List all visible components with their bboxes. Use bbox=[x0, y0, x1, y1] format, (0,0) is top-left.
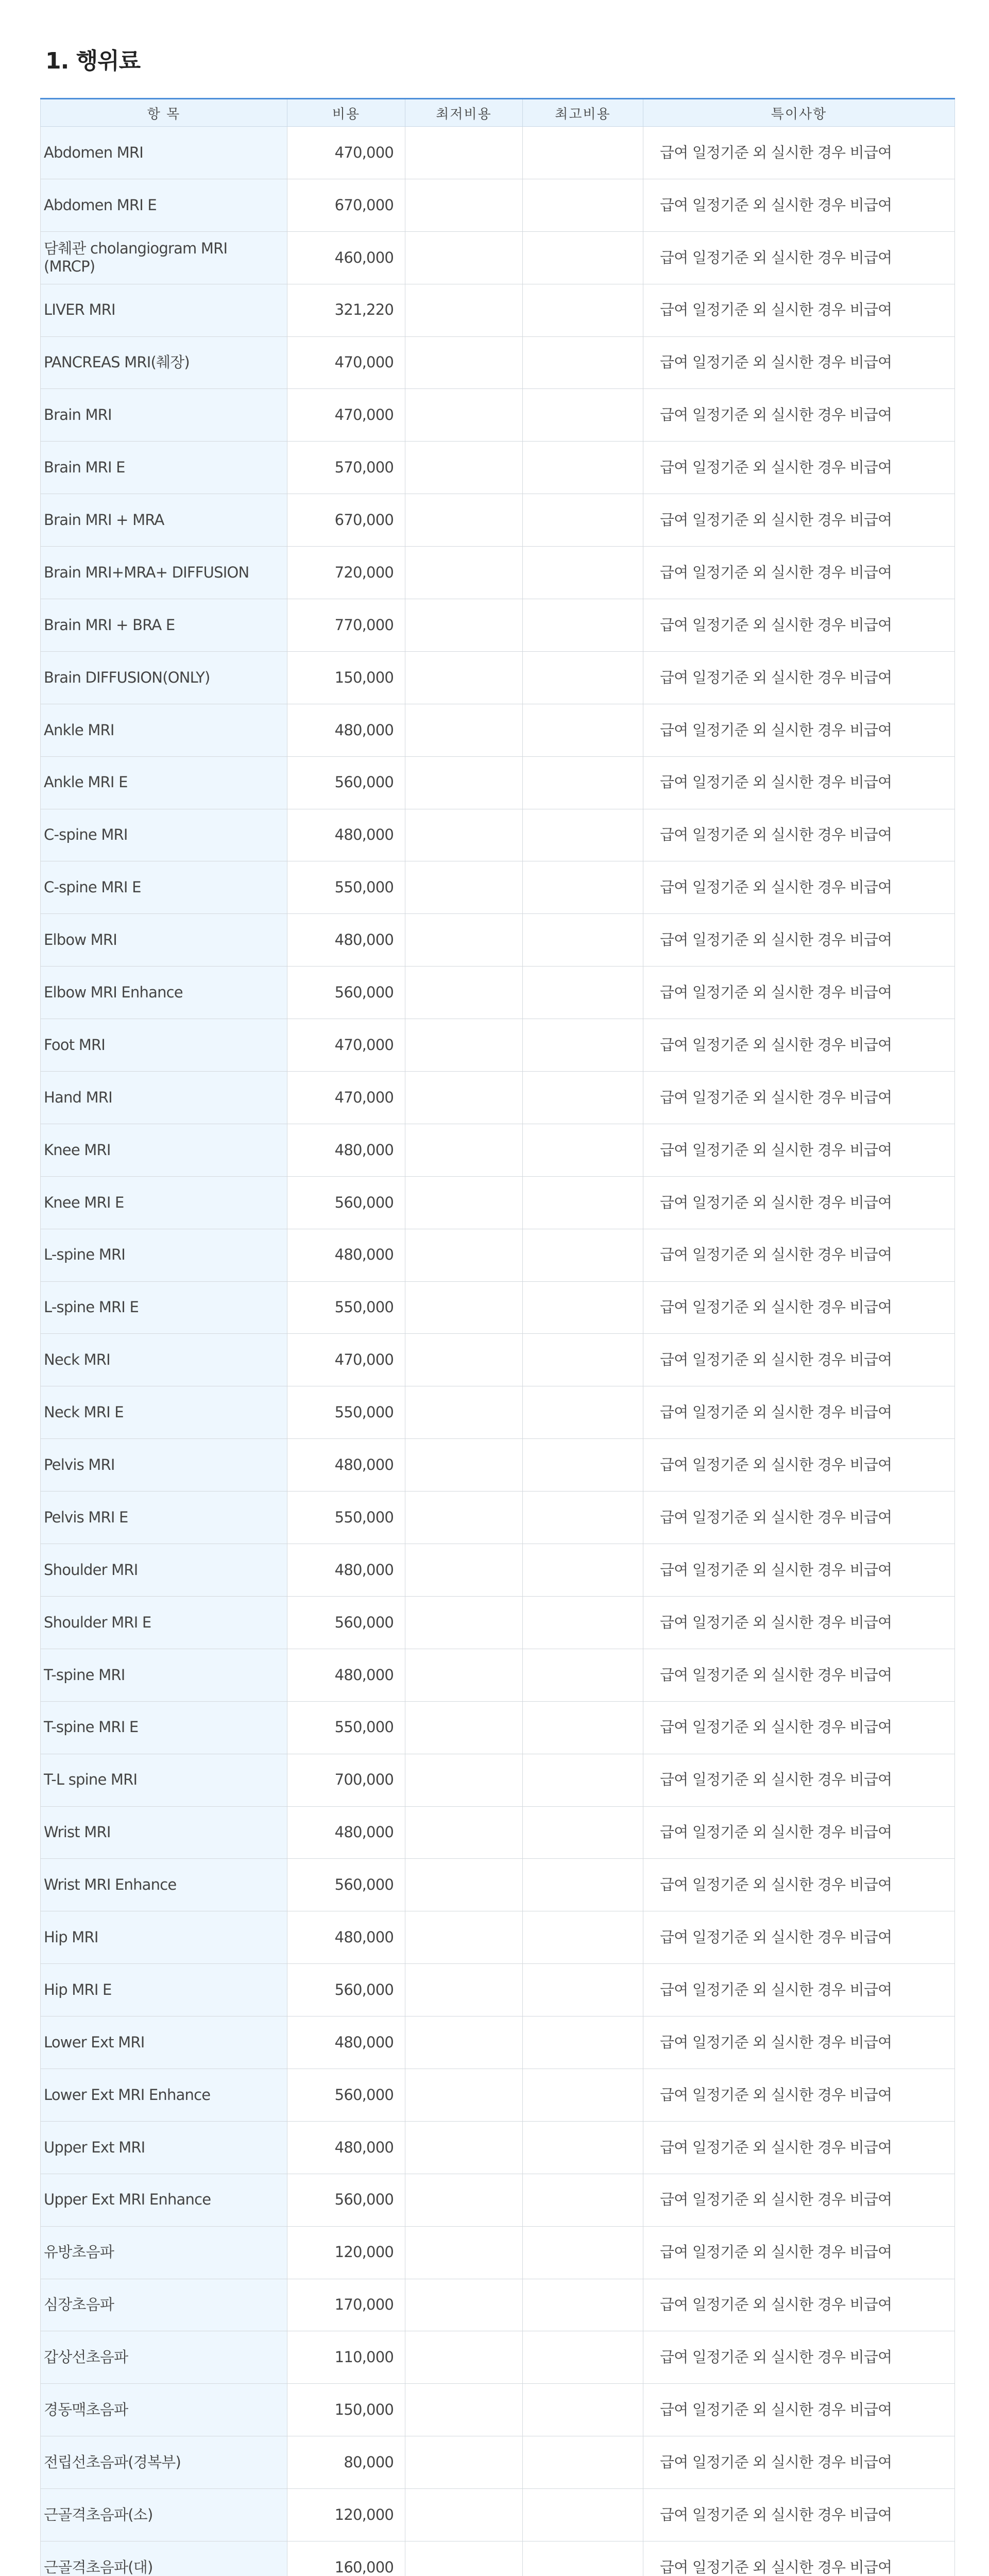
cell-item: Abdomen MRI bbox=[41, 127, 287, 179]
header-item: 항 목 bbox=[41, 99, 287, 127]
cell-min-cost bbox=[405, 1019, 523, 1072]
table-row bbox=[41, 1176, 955, 1229]
table-row bbox=[41, 1544, 955, 1597]
cell-item: C-spine MRI E bbox=[41, 861, 287, 914]
cell-min-cost bbox=[405, 967, 523, 1019]
cell-max-cost bbox=[523, 2436, 643, 2489]
cell-min-cost bbox=[405, 1124, 523, 1176]
cell-note: 급여 일정기준 외 실시한 경우 비급여 bbox=[643, 1229, 955, 1281]
cell-note: 급여 일정기준 외 실시한 경우 비급여 bbox=[643, 2279, 955, 2331]
header-min-cost: 최저비용 bbox=[405, 99, 523, 127]
cell-cost: 560,000 bbox=[287, 756, 405, 809]
cell-note: 급여 일정기준 외 실시한 경우 비급여 bbox=[643, 336, 955, 389]
table-row bbox=[41, 2384, 955, 2436]
cell-cost: 560,000 bbox=[287, 967, 405, 1019]
cell-note: 급여 일정기준 외 실시한 경우 비급여 bbox=[643, 1964, 955, 2016]
cell-cost: 480,000 bbox=[287, 1124, 405, 1176]
cell-min-cost bbox=[405, 336, 523, 389]
cell-max-cost bbox=[523, 179, 643, 231]
cell-max-cost bbox=[523, 547, 643, 599]
cell-max-cost bbox=[523, 1649, 643, 1701]
cell-item: Elbow MRI bbox=[41, 914, 287, 967]
cell-max-cost bbox=[523, 127, 643, 179]
table-row bbox=[41, 1281, 955, 1334]
table-row bbox=[41, 599, 955, 652]
table-row bbox=[41, 2541, 955, 2576]
cell-item: Hip MRI bbox=[41, 1911, 287, 1964]
cell-cost: 120,000 bbox=[287, 2489, 405, 2541]
cell-item: Abdomen MRI E bbox=[41, 179, 287, 231]
cell-min-cost bbox=[405, 547, 523, 599]
cell-max-cost bbox=[523, 914, 643, 967]
cell-cost: 560,000 bbox=[287, 1964, 405, 2016]
cell-item: 유방초음파 bbox=[41, 2226, 287, 2279]
cell-max-cost bbox=[523, 2016, 643, 2069]
table-row bbox=[41, 1019, 955, 1072]
cell-item: Lower Ext MRI bbox=[41, 2016, 287, 2069]
cell-max-cost bbox=[523, 1439, 643, 1492]
cell-item: L-spine MRI E bbox=[41, 1281, 287, 1334]
cell-item: Lower Ext MRI Enhance bbox=[41, 2069, 287, 2121]
cell-note: 급여 일정기준 외 실시한 경우 비급여 bbox=[643, 494, 955, 547]
cell-max-cost bbox=[523, 2489, 643, 2541]
cell-max-cost bbox=[523, 1124, 643, 1176]
cell-note: 급여 일정기준 외 실시한 경우 비급여 bbox=[643, 756, 955, 809]
cell-note: 급여 일정기준 외 실시한 경우 비급여 bbox=[643, 547, 955, 599]
cell-note: 급여 일정기준 외 실시한 경우 비급여 bbox=[643, 1439, 955, 1492]
cell-note: 급여 일정기준 외 실시한 경우 비급여 bbox=[643, 231, 955, 284]
cell-min-cost bbox=[405, 2016, 523, 2069]
cell-max-cost bbox=[523, 1072, 643, 1124]
cell-max-cost bbox=[523, 967, 643, 1019]
cell-item: Elbow MRI Enhance bbox=[41, 967, 287, 1019]
cell-note: 급여 일정기준 외 실시한 경우 비급여 bbox=[643, 2174, 955, 2226]
cell-max-cost bbox=[523, 1701, 643, 1754]
table-row bbox=[41, 1911, 955, 1964]
table-row bbox=[41, 1124, 955, 1176]
cell-cost: 550,000 bbox=[287, 1281, 405, 1334]
cell-item: Knee MRI bbox=[41, 1124, 287, 1176]
cell-item: 담췌관 cholangiogram MRI (MRCP) bbox=[41, 231, 287, 284]
cell-min-cost bbox=[405, 1334, 523, 1386]
cell-min-cost bbox=[405, 231, 523, 284]
cell-item: Ankle MRI E bbox=[41, 756, 287, 809]
table-row bbox=[41, 967, 955, 1019]
table-row bbox=[41, 284, 955, 336]
table-row bbox=[41, 1964, 955, 2016]
cell-note: 급여 일정기준 외 실시한 경우 비급여 bbox=[643, 1859, 955, 1911]
cell-max-cost bbox=[523, 284, 643, 336]
cell-cost: 170,000 bbox=[287, 2279, 405, 2331]
cell-note: 급여 일정기준 외 실시한 경우 비급여 bbox=[643, 809, 955, 861]
cell-min-cost bbox=[405, 1911, 523, 1964]
cell-cost: 550,000 bbox=[287, 1492, 405, 1544]
cell-max-cost bbox=[523, 704, 643, 756]
cell-item: Pelvis MRI bbox=[41, 1439, 287, 1492]
cell-item: T-spine MRI bbox=[41, 1649, 287, 1701]
cell-max-cost bbox=[523, 2541, 643, 2576]
table-row bbox=[41, 1386, 955, 1439]
cell-item: Brain MRI + MRA bbox=[41, 494, 287, 547]
cell-min-cost bbox=[405, 2489, 523, 2541]
cell-item: Pelvis MRI E bbox=[41, 1492, 287, 1544]
cell-min-cost bbox=[405, 1596, 523, 1649]
cell-min-cost bbox=[405, 1859, 523, 1911]
cell-min-cost bbox=[405, 2121, 523, 2174]
cell-max-cost bbox=[523, 1859, 643, 1911]
cell-item: T-spine MRI E bbox=[41, 1701, 287, 1754]
cell-cost: 470,000 bbox=[287, 1334, 405, 1386]
cell-max-cost bbox=[523, 1229, 643, 1281]
cell-note: 급여 일정기준 외 실시한 경우 비급여 bbox=[643, 1176, 955, 1229]
cell-max-cost bbox=[523, 1596, 643, 1649]
cell-max-cost bbox=[523, 494, 643, 547]
table-row bbox=[41, 914, 955, 967]
cell-note: 급여 일정기준 외 실시한 경우 비급여 bbox=[643, 179, 955, 231]
cell-cost: 480,000 bbox=[287, 2016, 405, 2069]
cell-min-cost bbox=[405, 1439, 523, 1492]
cell-min-cost bbox=[405, 1492, 523, 1544]
cell-cost: 470,000 bbox=[287, 1072, 405, 1124]
cell-cost: 550,000 bbox=[287, 1386, 405, 1439]
cell-min-cost bbox=[405, 389, 523, 442]
cell-cost: 480,000 bbox=[287, 1544, 405, 1597]
cell-note: 급여 일정기준 외 실시한 경우 비급여 bbox=[643, 127, 955, 179]
cell-note: 급여 일정기준 외 실시한 경우 비급여 bbox=[643, 1019, 955, 1072]
cell-item: Brain MRI + BRA E bbox=[41, 599, 287, 652]
table-row bbox=[41, 494, 955, 547]
fee-table bbox=[40, 98, 955, 2576]
cell-item: LIVER MRI bbox=[41, 284, 287, 336]
cell-item: 근골격초음파(대) bbox=[41, 2541, 287, 2576]
table-row bbox=[41, 704, 955, 756]
table-row bbox=[41, 1701, 955, 1754]
cell-min-cost bbox=[405, 2384, 523, 2436]
cell-max-cost bbox=[523, 1176, 643, 1229]
cell-item: Brain DIFFUSION(ONLY) bbox=[41, 651, 287, 704]
cell-cost: 460,000 bbox=[287, 231, 405, 284]
cell-item: Hand MRI bbox=[41, 1072, 287, 1124]
table-body bbox=[41, 127, 955, 2576]
cell-item: Foot MRI bbox=[41, 1019, 287, 1072]
cell-item: PANCREAS MRI(췌장) bbox=[41, 336, 287, 389]
cell-max-cost bbox=[523, 1806, 643, 1859]
cell-cost: 550,000 bbox=[287, 1701, 405, 1754]
cell-max-cost bbox=[523, 1964, 643, 2016]
cell-cost: 470,000 bbox=[287, 1019, 405, 1072]
cell-max-cost bbox=[523, 2279, 643, 2331]
cell-note: 급여 일정기준 외 실시한 경우 비급여 bbox=[643, 1649, 955, 1701]
cell-max-cost bbox=[523, 1544, 643, 1597]
table-row bbox=[41, 2489, 955, 2541]
table-row bbox=[41, 1859, 955, 1911]
cell-item: 근골격초음파(소) bbox=[41, 2489, 287, 2541]
table-row bbox=[41, 1439, 955, 1492]
cell-note: 급여 일정기준 외 실시한 경우 비급여 bbox=[643, 2016, 955, 2069]
cell-note: 급여 일정기준 외 실시한 경우 비급여 bbox=[643, 2069, 955, 2121]
cell-note: 급여 일정기준 외 실시한 경우 비급여 bbox=[643, 1701, 955, 1754]
cell-cost: 160,000 bbox=[287, 2541, 405, 2576]
cell-min-cost bbox=[405, 861, 523, 914]
cell-max-cost bbox=[523, 389, 643, 442]
cell-min-cost bbox=[405, 1386, 523, 1439]
cell-note: 급여 일정기준 외 실시한 경우 비급여 bbox=[643, 599, 955, 652]
cell-min-cost bbox=[405, 1649, 523, 1701]
cell-note: 급여 일정기준 외 실시한 경우 비급여 bbox=[643, 389, 955, 442]
cell-item: Neck MRI E bbox=[41, 1386, 287, 1439]
table-row bbox=[41, 179, 955, 231]
table-row bbox=[41, 442, 955, 494]
cell-max-cost bbox=[523, 1911, 643, 1964]
table-row bbox=[41, 1806, 955, 1859]
cell-note: 급여 일정기준 외 실시한 경우 비급여 bbox=[643, 1806, 955, 1859]
cell-cost: 560,000 bbox=[287, 1596, 405, 1649]
cell-min-cost bbox=[405, 756, 523, 809]
table-row bbox=[41, 336, 955, 389]
cell-cost: 150,000 bbox=[287, 651, 405, 704]
table-row bbox=[41, 2016, 955, 2069]
table-row bbox=[41, 2174, 955, 2226]
header-note: 특이사항 bbox=[643, 99, 955, 127]
cell-min-cost bbox=[405, 2226, 523, 2279]
cell-cost: 110,000 bbox=[287, 2331, 405, 2384]
cell-cost: 480,000 bbox=[287, 704, 405, 756]
cell-max-cost bbox=[523, 1386, 643, 1439]
cell-item: Wrist MRI bbox=[41, 1806, 287, 1859]
cell-cost: 321,220 bbox=[287, 284, 405, 336]
cell-max-cost bbox=[523, 1492, 643, 1544]
cell-min-cost bbox=[405, 651, 523, 704]
cell-min-cost bbox=[405, 179, 523, 231]
cell-note: 급여 일정기준 외 실시한 경우 비급여 bbox=[643, 2384, 955, 2436]
cell-min-cost bbox=[405, 704, 523, 756]
cell-note: 급여 일정기준 외 실시한 경우 비급여 bbox=[643, 1334, 955, 1386]
table-row bbox=[41, 1229, 955, 1281]
cell-note: 급여 일정기준 외 실시한 경우 비급여 bbox=[643, 1124, 955, 1176]
cell-cost: 480,000 bbox=[287, 809, 405, 861]
cell-item: 심장초음파 bbox=[41, 2279, 287, 2331]
cell-cost: 120,000 bbox=[287, 2226, 405, 2279]
cell-min-cost bbox=[405, 1806, 523, 1859]
cell-min-cost bbox=[405, 1281, 523, 1334]
header-cost: 비용 bbox=[287, 99, 405, 127]
cell-item: Brain MRI E bbox=[41, 442, 287, 494]
cell-min-cost bbox=[405, 2174, 523, 2226]
cell-min-cost bbox=[405, 494, 523, 547]
cell-note: 급여 일정기준 외 실시한 경우 비급여 bbox=[643, 2121, 955, 2174]
table-row bbox=[41, 2331, 955, 2384]
cell-note: 급여 일정기준 외 실시한 경우 비급여 bbox=[643, 914, 955, 967]
cell-max-cost bbox=[523, 756, 643, 809]
cell-cost: 480,000 bbox=[287, 1649, 405, 1701]
cell-item: 갑상선초음파 bbox=[41, 2331, 287, 2384]
cell-min-cost bbox=[405, 1964, 523, 2016]
cell-cost: 470,000 bbox=[287, 336, 405, 389]
cell-item: Brain MRI bbox=[41, 389, 287, 442]
cell-min-cost bbox=[405, 2279, 523, 2331]
cell-cost: 720,000 bbox=[287, 547, 405, 599]
section-title: 1. 행위료 bbox=[45, 48, 141, 74]
cell-min-cost bbox=[405, 914, 523, 967]
cell-cost: 480,000 bbox=[287, 1911, 405, 1964]
cell-cost: 550,000 bbox=[287, 861, 405, 914]
table-row bbox=[41, 756, 955, 809]
cell-note: 급여 일정기준 외 실시한 경우 비급여 bbox=[643, 1754, 955, 1806]
cell-note: 급여 일정기준 외 실시한 경우 비급여 bbox=[643, 1281, 955, 1334]
table-row bbox=[41, 861, 955, 914]
cell-max-cost bbox=[523, 651, 643, 704]
cell-min-cost bbox=[405, 1701, 523, 1754]
cell-item: 경동맥초음파 bbox=[41, 2384, 287, 2436]
cell-note: 급여 일정기준 외 실시한 경우 비급여 bbox=[643, 967, 955, 1019]
cell-max-cost bbox=[523, 861, 643, 914]
cell-item: Shoulder MRI bbox=[41, 1544, 287, 1597]
table-row bbox=[41, 231, 955, 284]
table-row bbox=[41, 1492, 955, 1544]
cell-min-cost bbox=[405, 599, 523, 652]
cell-item: Hip MRI E bbox=[41, 1964, 287, 2016]
cell-min-cost bbox=[405, 127, 523, 179]
table-row bbox=[41, 2069, 955, 2121]
table-row bbox=[41, 2226, 955, 2279]
cell-min-cost bbox=[405, 1754, 523, 1806]
cell-note: 급여 일정기준 외 실시한 경우 비급여 bbox=[643, 2331, 955, 2384]
cell-max-cost bbox=[523, 2121, 643, 2174]
cell-max-cost bbox=[523, 231, 643, 284]
cell-cost: 480,000 bbox=[287, 1229, 405, 1281]
table-row bbox=[41, 1754, 955, 1806]
cell-note: 급여 일정기준 외 실시한 경우 비급여 bbox=[643, 2541, 955, 2576]
cell-item: Brain MRI+MRA+ DIFFUSION bbox=[41, 547, 287, 599]
cell-min-cost bbox=[405, 284, 523, 336]
cell-min-cost bbox=[405, 442, 523, 494]
table-row bbox=[41, 2121, 955, 2174]
cell-cost: 480,000 bbox=[287, 914, 405, 967]
cell-cost: 670,000 bbox=[287, 494, 405, 547]
cell-note: 급여 일정기준 외 실시한 경우 비급여 bbox=[643, 1544, 955, 1597]
cell-item: L-spine MRI bbox=[41, 1229, 287, 1281]
cell-item: Upper Ext MRI bbox=[41, 2121, 287, 2174]
cell-max-cost bbox=[523, 2174, 643, 2226]
table-row bbox=[41, 1072, 955, 1124]
cell-cost: 480,000 bbox=[287, 1806, 405, 1859]
table-row bbox=[41, 547, 955, 599]
cell-cost: 150,000 bbox=[287, 2384, 405, 2436]
cell-max-cost bbox=[523, 2069, 643, 2121]
table-row bbox=[41, 1596, 955, 1649]
table-row bbox=[41, 2436, 955, 2489]
cell-cost: 470,000 bbox=[287, 127, 405, 179]
cell-note: 급여 일정기준 외 실시한 경우 비급여 bbox=[643, 861, 955, 914]
cell-item: Wrist MRI Enhance bbox=[41, 1859, 287, 1911]
table-row bbox=[41, 2279, 955, 2331]
cell-cost: 480,000 bbox=[287, 2121, 405, 2174]
cell-max-cost bbox=[523, 336, 643, 389]
cell-cost: 470,000 bbox=[287, 389, 405, 442]
cell-cost: 560,000 bbox=[287, 1859, 405, 1911]
cell-item: Ankle MRI bbox=[41, 704, 287, 756]
cell-note: 급여 일정기준 외 실시한 경우 비급여 bbox=[643, 1911, 955, 1964]
cell-note: 급여 일정기준 외 실시한 경우 비급여 bbox=[643, 651, 955, 704]
cell-cost: 560,000 bbox=[287, 2174, 405, 2226]
cell-max-cost bbox=[523, 2226, 643, 2279]
cell-note: 급여 일정기준 외 실시한 경우 비급여 bbox=[643, 1386, 955, 1439]
cell-min-cost bbox=[405, 2069, 523, 2121]
cell-max-cost bbox=[523, 2384, 643, 2436]
table-row bbox=[41, 809, 955, 861]
table-row bbox=[41, 651, 955, 704]
cell-min-cost bbox=[405, 1229, 523, 1281]
cell-item: 전립선초음파(경복부) bbox=[41, 2436, 287, 2489]
header-max-cost: 최고비용 bbox=[523, 99, 643, 127]
cell-cost: 480,000 bbox=[287, 1439, 405, 1492]
cell-note: 급여 일정기준 외 실시한 경우 비급여 bbox=[643, 2489, 955, 2541]
cell-max-cost bbox=[523, 809, 643, 861]
cell-cost: 670,000 bbox=[287, 179, 405, 231]
cell-min-cost bbox=[405, 809, 523, 861]
cell-note: 급여 일정기준 외 실시한 경우 비급여 bbox=[643, 1492, 955, 1544]
cell-item: Neck MRI bbox=[41, 1334, 287, 1386]
cell-min-cost bbox=[405, 1176, 523, 1229]
cell-item: Shoulder MRI E bbox=[41, 1596, 287, 1649]
table-row bbox=[41, 1334, 955, 1386]
cell-cost: 560,000 bbox=[287, 1176, 405, 1229]
cell-note: 급여 일정기준 외 실시한 경우 비급여 bbox=[643, 2436, 955, 2489]
cell-max-cost bbox=[523, 1754, 643, 1806]
cell-cost: 560,000 bbox=[287, 2069, 405, 2121]
cell-min-cost bbox=[405, 2436, 523, 2489]
cell-max-cost bbox=[523, 1019, 643, 1072]
cell-item: Knee MRI E bbox=[41, 1176, 287, 1229]
table-row bbox=[41, 127, 955, 179]
table-header-row bbox=[41, 99, 955, 127]
cell-note: 급여 일정기준 외 실시한 경우 비급여 bbox=[643, 284, 955, 336]
cell-min-cost bbox=[405, 1072, 523, 1124]
cell-item: Upper Ext MRI Enhance bbox=[41, 2174, 287, 2226]
cell-min-cost bbox=[405, 2541, 523, 2576]
cell-note: 급여 일정기준 외 실시한 경우 비급여 bbox=[643, 2226, 955, 2279]
cell-max-cost bbox=[523, 1334, 643, 1386]
cell-max-cost bbox=[523, 599, 643, 652]
cell-min-cost bbox=[405, 2331, 523, 2384]
cell-cost: 80,000 bbox=[287, 2436, 405, 2489]
cell-cost: 700,000 bbox=[287, 1754, 405, 1806]
cell-note: 급여 일정기준 외 실시한 경우 비급여 bbox=[643, 1072, 955, 1124]
table-row bbox=[41, 1649, 955, 1701]
cell-cost: 770,000 bbox=[287, 599, 405, 652]
cell-max-cost bbox=[523, 2331, 643, 2384]
cell-max-cost bbox=[523, 442, 643, 494]
cell-note: 급여 일정기준 외 실시한 경우 비급여 bbox=[643, 704, 955, 756]
table-row bbox=[41, 389, 955, 442]
cell-note: 급여 일정기준 외 실시한 경우 비급여 bbox=[643, 442, 955, 494]
cell-note: 급여 일정기준 외 실시한 경우 비급여 bbox=[643, 1596, 955, 1649]
cell-cost: 570,000 bbox=[287, 442, 405, 494]
cell-max-cost bbox=[523, 1281, 643, 1334]
cell-item: C-spine MRI bbox=[41, 809, 287, 861]
cell-item: T-L spine MRI bbox=[41, 1754, 287, 1806]
cell-min-cost bbox=[405, 1544, 523, 1597]
